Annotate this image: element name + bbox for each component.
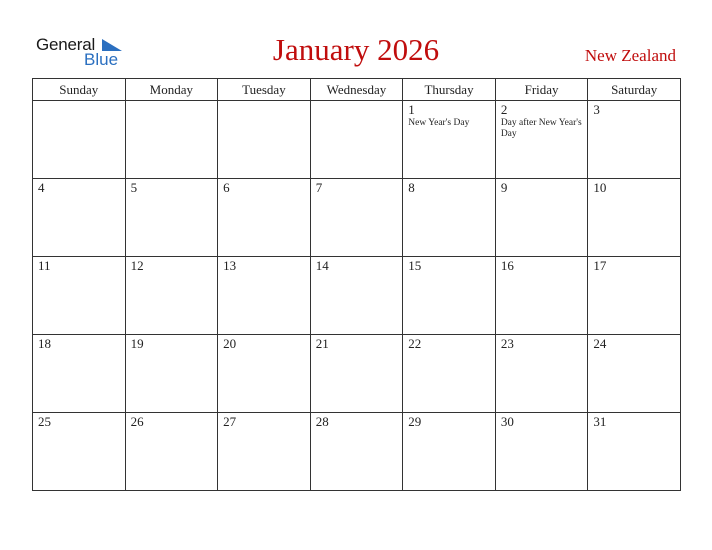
day-number: 28 [315,414,329,429]
day-number: 27 [223,414,237,429]
holiday-label [126,429,218,430]
holiday-label [496,351,588,352]
weekday-header: Wednesday [310,79,403,101]
day-number: 15 [408,258,422,273]
day-number: 9 [500,180,508,195]
day-cell [33,257,126,335]
day-cell [403,335,496,413]
calendar-title: January 2026 [272,32,440,67]
holiday-label [33,102,125,103]
day-cell [495,101,588,179]
day-cell [310,101,403,179]
calendar-grid [32,78,681,491]
holiday-label [403,195,495,196]
holiday-label [311,273,403,274]
holiday-label: New Year's Day [408,118,470,128]
day-cell [218,257,311,335]
week-row [33,413,681,491]
day-number: 22 [408,336,422,351]
day-cell [403,413,496,491]
day-cell [33,179,126,257]
day-cell [125,101,218,179]
day-number: 4 [38,180,45,195]
holiday-label [588,273,680,274]
day-cell [588,335,681,413]
holiday-label [311,195,403,196]
holiday-label [218,351,310,352]
day-cell [218,413,311,491]
day-number: 17 [593,258,607,273]
day-cell [218,179,311,257]
holiday-label [218,195,310,196]
holiday-label [33,351,125,352]
day-number: 19 [130,336,144,351]
day-number: 11 [38,258,51,273]
week-row [33,101,681,179]
holiday-label [496,273,588,274]
holiday-label [588,429,680,430]
day-cell [588,101,681,179]
holiday-label [126,351,218,352]
day-number: 8 [408,180,415,195]
day-number: 23 [500,336,514,351]
day-number: 10 [593,180,607,195]
holiday-label: Day after New Year's Day [500,118,582,139]
holiday-label [218,273,310,274]
day-number: 7 [315,180,323,195]
day-number: 30 [500,414,514,429]
day-number: 31 [593,414,607,429]
holiday-label [496,195,588,196]
week-row [33,335,681,413]
day-cell [495,257,588,335]
day-cell [403,257,496,335]
week-row [33,179,681,257]
day-cell [588,413,681,491]
holiday-label [496,429,588,430]
weekday-header: Tuesday [218,79,311,101]
day-number: 5 [130,180,138,195]
weekday-header: Monday [125,79,218,101]
holiday-label [218,429,310,430]
logo-text-blue: Blue [84,50,119,69]
day-cell [125,179,218,257]
day-cell [310,179,403,257]
day-cell [310,257,403,335]
holiday-label [218,102,310,103]
day-cell [310,413,403,491]
day-number: 13 [223,258,237,273]
holiday-label [33,429,125,430]
holiday-label [311,102,403,103]
day-number: 14 [315,258,329,273]
day-cell [403,179,496,257]
day-cell [588,257,681,335]
holiday-label [588,195,680,196]
holiday-label [403,273,495,274]
weekday-header: Saturday [588,79,681,101]
weekday-header: Friday [495,79,588,101]
day-number: 25 [38,414,51,429]
day-number: 2 [500,102,508,117]
holiday-label [126,195,218,196]
holiday-label [403,429,495,430]
day-cell [33,101,126,179]
day-cell [495,335,588,413]
day-cell [125,335,218,413]
holiday-label [311,351,403,352]
day-number: 12 [130,258,144,273]
holiday-label [126,273,218,274]
weekday-header-row [33,79,681,101]
holiday-label [403,351,495,352]
country-label: New Zealand [584,46,676,65]
weekday-header: Thursday [403,79,496,101]
holiday-label [311,429,403,430]
holiday-label [33,273,125,274]
day-cell [125,413,218,491]
day-number: 29 [408,414,422,429]
day-number: 21 [315,336,329,351]
logo-text-general: General [36,35,96,54]
day-cell [310,335,403,413]
day-number: 20 [223,336,237,351]
day-number: 3 [593,102,600,117]
holiday-label [33,195,125,196]
day-cell [125,257,218,335]
day-cell [33,335,126,413]
holiday-label [126,102,218,103]
day-cell [495,413,588,491]
weekday-header: Sunday [33,79,126,101]
day-number: 16 [500,258,514,273]
day-cell [403,101,496,179]
day-number: 6 [223,180,230,195]
week-row [33,257,681,335]
day-number: 1 [408,102,415,117]
day-cell [588,179,681,257]
day-number: 24 [593,336,607,351]
holiday-label [588,351,680,352]
day-cell [218,101,311,179]
day-cell [495,179,588,257]
day-number: 18 [38,336,51,351]
day-number: 26 [130,414,144,429]
day-cell [218,335,311,413]
holiday-label [588,117,680,118]
day-cell [33,413,126,491]
